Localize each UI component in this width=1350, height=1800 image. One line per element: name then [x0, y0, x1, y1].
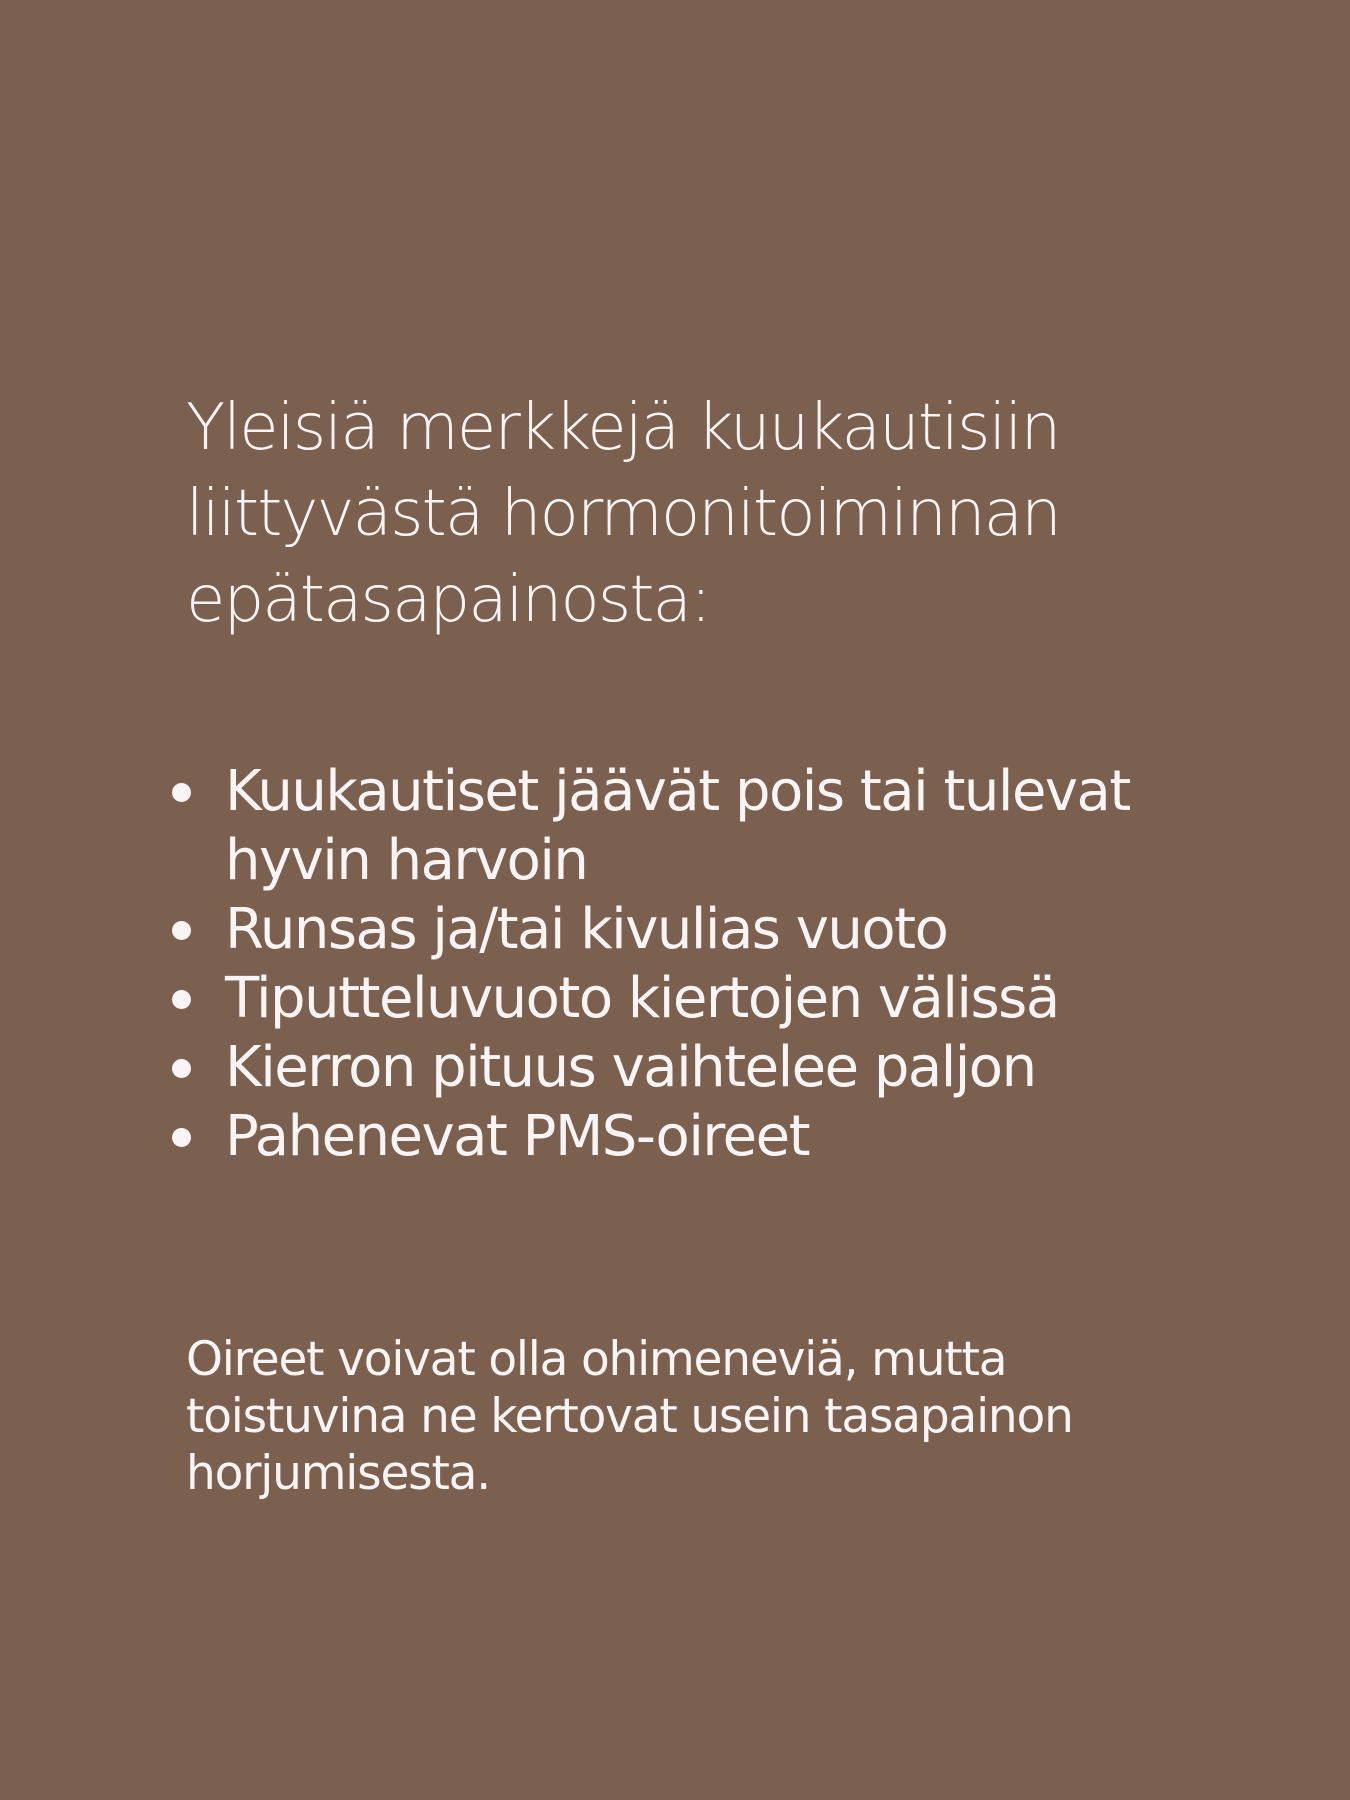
note-line: horjumisesta. — [186, 1446, 491, 1501]
bullet-icon — [172, 1059, 191, 1078]
heading-line: epätasapainosta: — [186, 563, 710, 637]
heading-line: liittyvästä hormonitoiminnan — [186, 477, 1060, 551]
bullet-icon — [172, 990, 191, 1009]
list-item-text — [225, 1102, 1252, 1171]
list-item-line: Tiputteluvuoto kiertojen välissä — [225, 966, 1059, 1031]
list-item-line: Runsas ja/tai kivulias vuoto — [225, 897, 948, 962]
closing-note — [186, 1331, 1226, 1502]
list-item-text — [225, 964, 1252, 1033]
list-item — [172, 757, 1252, 895]
list-item-line: hyvin harvoin — [225, 828, 588, 893]
list-item-text — [225, 757, 1252, 895]
list-item — [172, 895, 1252, 964]
list-item-line: Kuukautiset jäävät pois tai tulevat — [225, 759, 1130, 824]
list-item — [172, 964, 1252, 1033]
list-item — [172, 1033, 1252, 1102]
bullet-icon — [172, 1128, 191, 1147]
note-line: toistuvina ne kertovat usein tasapainon — [186, 1389, 1073, 1444]
list-item-line: Pahenevat PMS-oireet — [225, 1104, 810, 1169]
list-item-text — [225, 895, 1252, 964]
symptom-list — [172, 757, 1252, 1171]
bullet-icon — [172, 783, 191, 802]
list-item-line: Kierron pituus vaihtelee paljon — [225, 1035, 1036, 1100]
list-item-text — [225, 1033, 1252, 1102]
list-item — [172, 1102, 1252, 1171]
slide-heading — [186, 385, 1226, 643]
note-line: Oireet voivat olla ohimeneviä, mutta — [186, 1332, 1007, 1387]
bullet-icon — [172, 921, 191, 940]
heading-line: Yleisiä merkkejä kuukautisiin — [186, 391, 1060, 465]
